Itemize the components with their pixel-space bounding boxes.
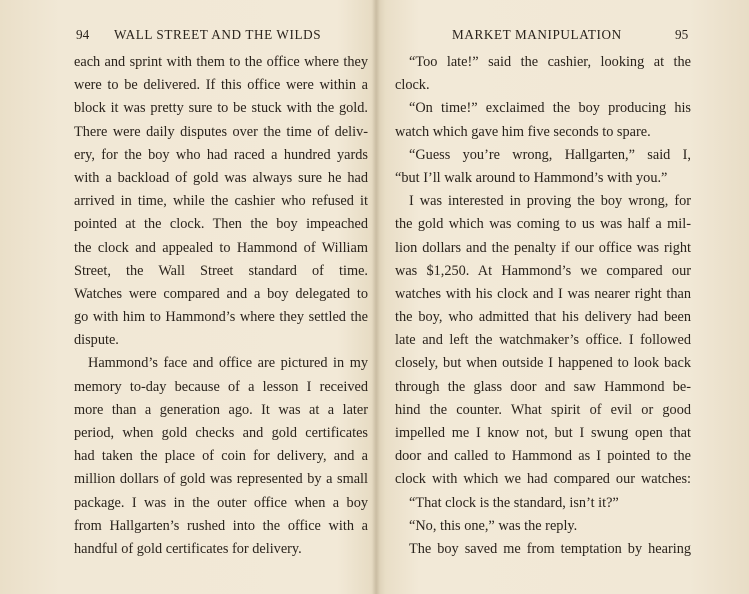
text-line: I was interested in proving the boy wrong, for: [409, 193, 691, 210]
left-running-head: WALL STREET AND THE WILDS: [114, 27, 322, 42]
text-line: dispute.: [74, 332, 119, 349]
text-line: There were daily disputes over the time of deliv-: [74, 123, 368, 140]
text-line: million dollars of gold was represented by a small: [74, 471, 368, 488]
text-line: clock.: [395, 77, 430, 94]
text-line: pointed at the clock. Then the boy impeached: [74, 216, 368, 233]
text-line: “but I’ll walk around to Hammond’s with you.”: [395, 169, 668, 186]
text-line: ery, for the boy who had raced a hundred yards: [74, 146, 368, 163]
text-line: clock with which we had compared our watches:: [395, 471, 691, 488]
text-line: “No, this one,” was the reply.: [409, 517, 578, 534]
text-line: the gold which was coming to us was half a mil-: [395, 216, 691, 233]
text-line: late and left the watchmaker’s office. I followed: [395, 332, 691, 349]
text-line: go with him to Hammond’s where they settled the: [74, 309, 368, 326]
text-line: Hammond’s face and office are pictured in my: [88, 355, 368, 372]
text-line: was $1,250. At Hammond’s we compared our: [395, 262, 691, 279]
text-line: Watches were compared and a boy delegated to: [74, 285, 368, 302]
text-line: arrived in time, while the cashier who refused it: [74, 193, 368, 210]
text-line: watch which gave him five seconds to spare.: [395, 123, 651, 140]
text-line: the clock and appealed to Hammond of William: [74, 239, 368, 256]
text-line: “That clock is the standard, isn’t it?”: [409, 494, 619, 511]
text-line: each and sprint with them to the office where they: [74, 54, 368, 70]
left-page-number: 94: [76, 27, 90, 42]
text-line: watches with his clock and I was nearer right than: [395, 285, 691, 302]
text-line: “Too late!” said the cashier, looking at the: [409, 54, 691, 70]
text-line: Street, the Wall Street standard of time.: [74, 262, 368, 279]
left-page-body: [74, 51, 368, 561]
text-line: through the glass door and saw Hammond be-: [395, 378, 691, 395]
text-line: from Hallgarten’s rushed into the office with a: [74, 517, 368, 534]
text-line: door and called to Hammond as I pointed to the: [395, 448, 691, 465]
text-line: hind the counter. What spirit of evil or good: [395, 401, 691, 418]
text-line: handful of gold certificates for delivery.: [74, 540, 302, 557]
text-line: The boy saved me from temptation by hearing: [409, 540, 691, 557]
text-line: memory to-day because of a lesson I received: [74, 378, 368, 395]
left-page: [0, 0, 374, 594]
text-line: the boy, who admitted that his delivery had been: [395, 309, 691, 326]
right-page-body: [395, 51, 691, 561]
text-line: “On time!” exclaimed the boy producing his: [409, 100, 691, 117]
text-line: were to be delivered. If this office were within a: [74, 77, 368, 94]
right-page: [378, 0, 749, 594]
text-line: lion dollars and the penalty if our office was right: [395, 239, 691, 256]
text-line: more than a generation ago. It was at a later: [74, 401, 368, 418]
text-line: closely, but when outside I happened to look back: [395, 355, 691, 372]
text-line: “Guess you’re wrong, Hallgarten,” said I,: [409, 146, 691, 163]
text-line: package. I was in the outer office when a boy: [74, 494, 368, 511]
text-line: with a backload of gold was always sure he had: [74, 169, 368, 186]
text-line: period, when gold checks and gold certificates: [74, 425, 368, 441]
text-line: impelled me I know not, but I swung open that: [395, 425, 691, 441]
text-line: block it was pretty sure to be stuck with the gold.: [74, 100, 368, 117]
text-line: had taken the place of coin for delivery, and a: [74, 448, 368, 465]
right-running-head: MARKET MANIPULATION: [452, 27, 622, 42]
right-page-number: 95: [675, 27, 689, 42]
